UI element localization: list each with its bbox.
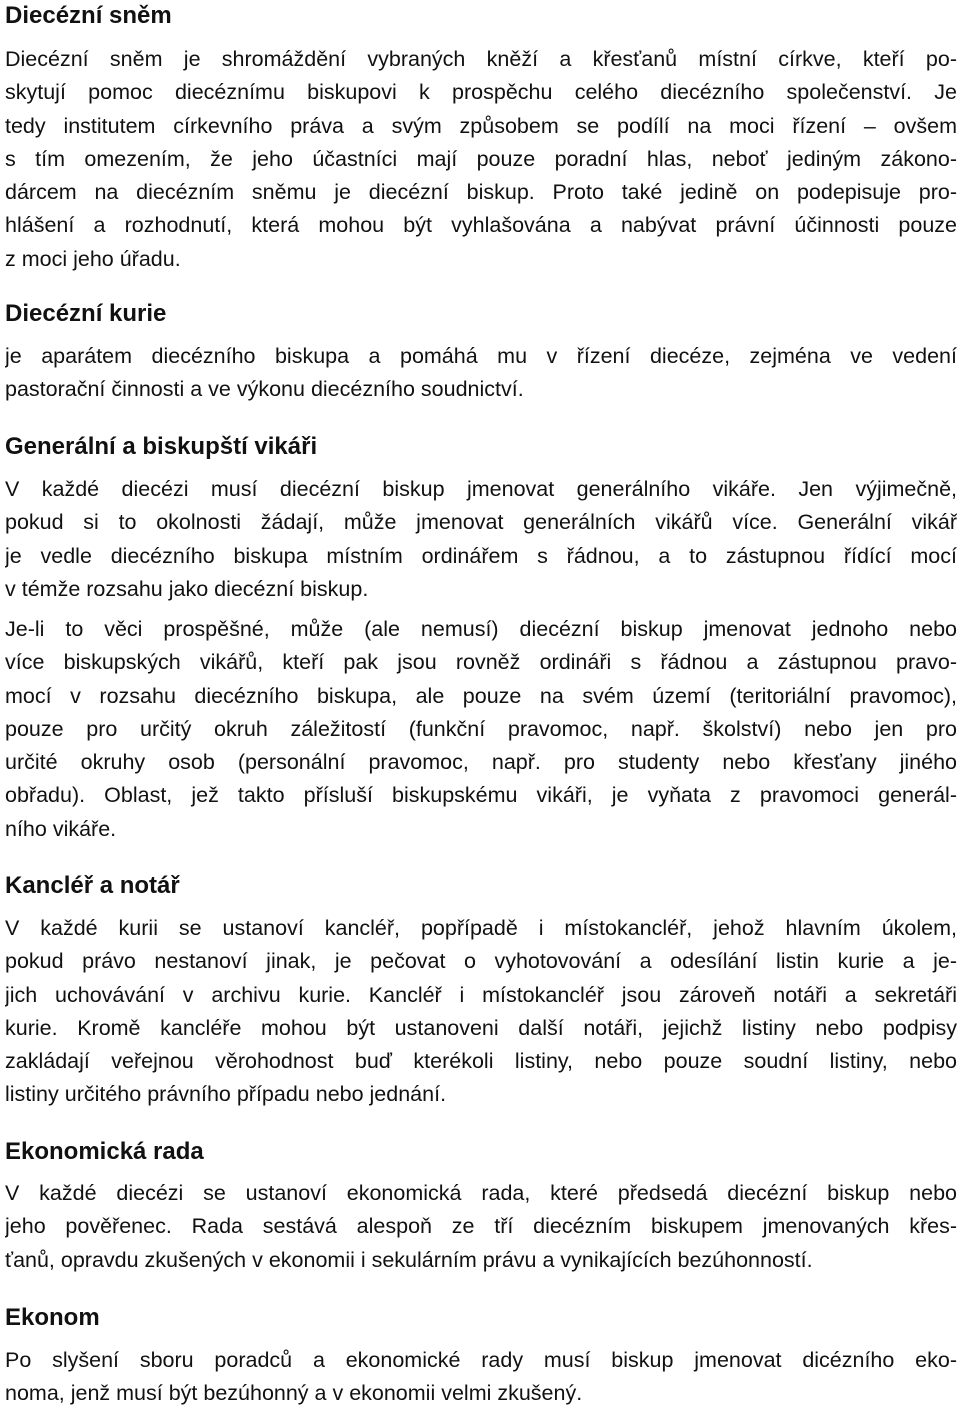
- text-line: noma, jenž musí být bezúhonný a v ekonomii velmi zkušený.: [5, 1381, 583, 1406]
- text-line: Po slyšení sboru poradců a ekonomické rady musí biskup jmenovat dicézního eko-: [5, 1348, 957, 1372]
- text-line: mocí v rozsahu diecézního biskupa, ale pouze na svém území (teritoriální pravomoc),: [5, 683, 957, 708]
- text-line: obřadu). Oblast, jež takto přísluší biskupskému vikáři, je vyňata z pravomoci generál-: [5, 783, 957, 808]
- text-line: pokud právo nestanoví jinak, je pečovat o vyhotovování a odesílání listin kurie a je-: [5, 949, 957, 974]
- section-heading-diecezni-snem: Diecézní sněm: [5, 2, 172, 29]
- text-line: s tím omezením, že jeho účastníci mají pouze poradní hlas, neboť jediným zákono-: [5, 146, 957, 171]
- paragraph-ekonom: [5, 1344, 957, 1411]
- section-heading-ekonomicka-rada: Ekonomická rada: [5, 1138, 204, 1165]
- text-line: určité okruhy osob (personální pravomoc, např. pro studenty nebo křesťany jiného: [5, 750, 957, 775]
- section-heading-ekonom: Ekonom: [5, 1304, 100, 1331]
- text-line: ního vikáře.: [5, 816, 117, 841]
- paragraph-generalni-vikar: [5, 473, 957, 606]
- paragraph-biskupsti-vikari: [5, 613, 957, 846]
- text-line: V každé diecézi musí diecézní biskup jmenovat generálního vikáře. Jen výjimečně,: [5, 477, 957, 501]
- text-line: ťanů, opravdu zkušených v ekonomii i sekulárním právu a vynikajících bezúhonností.: [5, 1247, 813, 1272]
- paragraph-ekonomicka-rada: [5, 1177, 957, 1277]
- section-heading-kancler-notar: Kancléř a notář: [5, 872, 180, 899]
- paragraph-diecezni-kurie: [5, 340, 957, 407]
- text-line: v témže rozsahu jako diecézní biskup.: [5, 576, 369, 601]
- text-line: zakládají veřejnou věrohodnost buď kterékoli listiny, nebo pouze soudní listiny, nebo: [5, 1049, 957, 1074]
- text-line: skytují pomoc diecéznímu biskupovi k prospěchu celého diecézního společenství. Je: [5, 80, 957, 105]
- text-line: pastorační činnosti a ve výkonu diecézního soudnictví.: [5, 377, 524, 402]
- text-line: je vedle diecézního biskupa místním ordinářem s řádnou, a to zástupnou řídící mocí: [5, 543, 957, 568]
- text-line: pouze pro určitý okruh záležitostí (funkční pravomoc, např. školství) nebo jen pro: [5, 716, 957, 741]
- section-heading-diecezni-kurie: Diecézní kurie: [5, 300, 167, 327]
- text-line: pokud si to okolnosti žádají, může jmenovat generálních vikářů více. Generální vikář: [5, 510, 957, 535]
- section-heading-generalni-vikari: Generální a biskupští vikáři: [5, 433, 318, 460]
- text-line: tedy institutem církevního práva a svým způsobem se podílí na moci řízení – ovšem: [5, 113, 957, 138]
- text-line: jeho pověřenec. Rada sestává alespoň ze tří diecézním biskupem jmenovaných křes-: [5, 1214, 957, 1239]
- text-line: kurie. Kromě kancléře mohou být ustanoveni další notáři, jejichž listiny nebo podpisy: [5, 1015, 957, 1040]
- text-line: listiny určitého právního případu nebo jednání.: [5, 1082, 447, 1107]
- text-line: z moci jeho úřadu.: [5, 246, 181, 271]
- paragraph-kancler-notar: [5, 912, 957, 1112]
- text-line: hlášení a rozhodnutí, která mohou být vyhlašována a nabývat právní účinnosti pouze: [5, 213, 957, 238]
- text-line: je aparátem diecézního biskupa a pomáhá mu v řízení diecéze, zejména ve vedení: [5, 344, 957, 368]
- text-line: více biskupských vikářů, kteří pak jsou rovněž ordináři s řádnou a zástupnou pravo-: [5, 650, 957, 675]
- text-line: V každé kurii se ustanoví kancléř, popřípadě i místokancléř, jehož hlavním úkolem,: [5, 916, 957, 940]
- text-line: jich uchovávání v archivu kurie. Kancléř i místokancléř jsou zároveň notáři a sekretáři: [5, 982, 957, 1007]
- text-line: dárcem na diecézním sněmu je diecézní biskup. Proto také jedině on podepisuje pro-: [5, 180, 957, 205]
- text-line: V každé diecézi se ustanoví ekonomická rada, které předsedá diecézní biskup nebo: [5, 1181, 957, 1205]
- text-line: Je-li to věci prospěšné, může (ale nemusí) diecézní biskup jmenovat jednoho nebo: [5, 617, 957, 641]
- text-line: Diecézní sněm je shromáždění vybraných kněží a křesťanů místní církve, kteří po-: [5, 47, 957, 71]
- paragraph-diecezni-snem: [5, 43, 957, 276]
